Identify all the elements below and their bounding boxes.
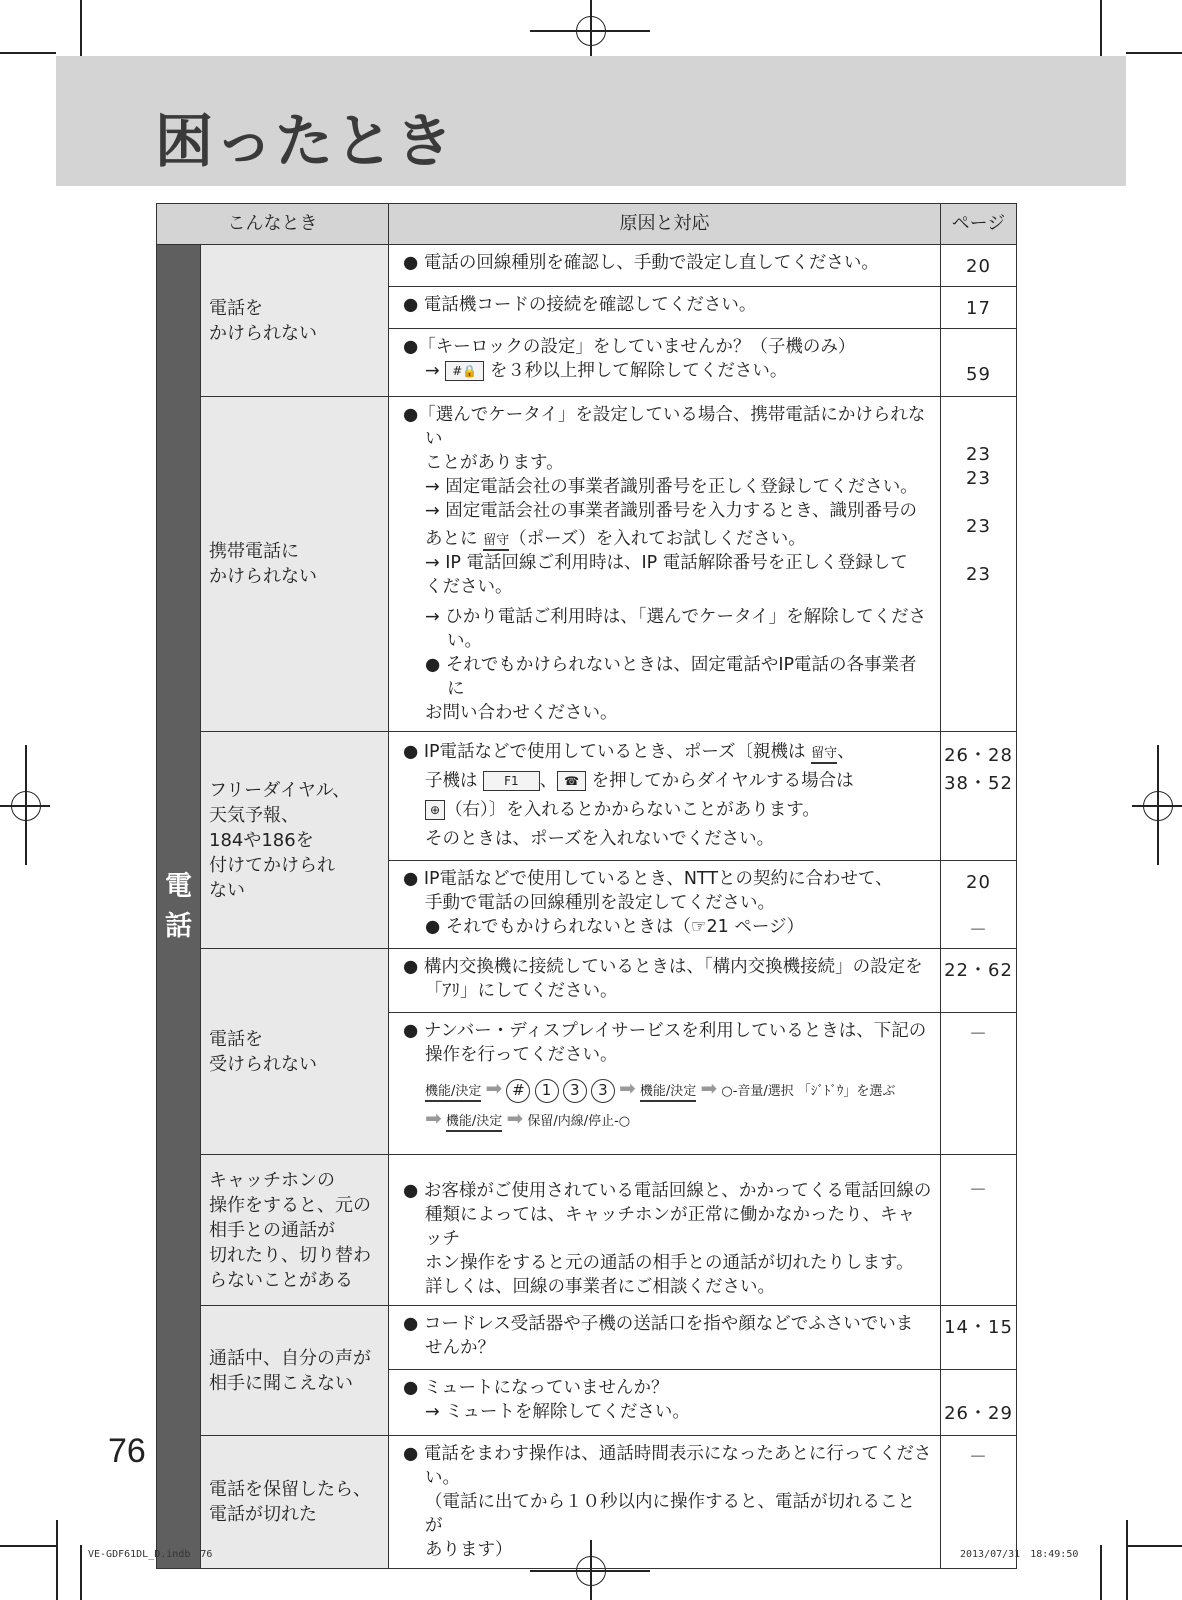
circle-key-icon: ○ [618,1114,631,1129]
cause-cell: ● ミュートになっていませんか？ → ミュートを解除してください。 [389,1370,941,1436]
arrow-right-icon: ➡ [485,1076,503,1100]
footer-timestamp: 2013/07/31 18:49:50 [960,1549,1079,1560]
table-row [157,949,1017,1013]
crop-mark [0,1545,56,1547]
table-header-row [157,204,1017,245]
crop-mark [1126,1520,1128,1600]
page-ref: 22・62 [941,949,1017,1013]
operation-sequence [403,1075,932,1135]
situation-cell: 電話を 受けられない [201,949,389,1155]
hash-key: # [506,1079,530,1103]
situation-cell: キャッチホンの 操作をすると、元の 相手との通話が 切れたり、切り替わ らないことがある [201,1155,389,1306]
cause-cell: ● IP電話などで使用しているとき、NTTとの契約に合わせて、 手動で電話の回線種別を設定してください。 ● それでもかけられないときは（☞21 ページ） [389,861,941,949]
cause-cell: ● 電話の回線種別を確認し、手動で設定し直してください。 [389,245,941,287]
circle-key-icon: ○ [721,1084,733,1099]
crop-mark [80,0,82,56]
page-ref: 17 [941,287,1017,329]
f1-key: F1 [483,771,540,791]
crop-mark [56,1520,58,1600]
header-page: ページ [941,204,1017,245]
cause-cell: ● IP電話などで使用しているとき、ポーズ〔親機は 留守、 子機は F1 、 ☎ を押してからダイヤルする場合は ⊕ （右）〕を入れるとかからないことがあります。 そのときは、ポーズを入れないでください。 [389,732,941,861]
registration-mark [11,791,41,821]
page-title: 困ったとき [155,107,456,175]
page-ref: 26・29 [941,1370,1017,1436]
cause-cell: ●「選んでケータイ」を設定している場合、携帯電話にかけられない ことがあります。 → 固定電話会社の事業者識別番号を正しく登録してください。 → 固定電話会社の事業者識別番号を入力するとき、識別番号の あとに 留守（ポーズ）を入れてお試しください。 → IP 電話回線ご利用時は、IP 電話解除番号を正しく登録して ください。 → ひかり電話ご利用時は、「選んでケータイ」を解除してください。 ● それでもかけられないときは、固定電話やIP電話の各事業者に お問い合わせください。 [389,397,941,732]
situation-cell: 電話を保留したら、 電話が切れた [201,1436,389,1569]
arrow-right-icon: ➡ [700,1076,718,1100]
page-ref: 26・28 38・52 [941,732,1017,861]
cause-cell: ● 電話をまわす操作は、通話時間表示になったあとに行ってください。 （電話に出てから１０秒以内に操作すると、電話が切れることが あります） [389,1436,941,1569]
registration-mark [576,16,606,46]
arrow-right-icon: ➡ [506,1106,524,1130]
category-label: 電 話 [157,245,201,1569]
situation-cell: 携帯電話に かけられない [201,397,389,732]
page-ref: － [941,1436,1017,1569]
table-row [157,1306,1017,1370]
digit-key: 3 [563,1079,587,1103]
troubleshooting-table [156,203,1017,1569]
digit-key: 1 [535,1079,559,1103]
arrow-right-icon: ➡ [425,1106,442,1130]
function-key: 機能/決定 [446,1114,502,1132]
header-cause: 原因と対応 [389,204,941,245]
crop-mark [1126,1545,1182,1547]
page-ref: － [941,1155,1017,1306]
page-ref: 20 － [941,861,1017,949]
page-ref: － [941,1013,1017,1155]
digit-key: 3 [591,1079,615,1103]
phone-key-icon: ☎ [557,771,586,791]
page-ref: 59 [941,329,1017,397]
page-ref: 14・15 [941,1306,1017,1370]
cause-cell: ● ナンバー・ディスプレイサービスを利用しているときは、下記の 操作を行ってください。 機能/決定 ➡ # 1 3 3 ➡ 機能/決定 ➡ ○-音量/選択 「ｼﾞﾄﾞｳ」を選ぶ ➡ 機能/決定 ➡ 保留/内線/停止-○ [389,1013,941,1155]
function-key: 機能/決定 [425,1084,481,1102]
page-ref: 20 [941,245,1017,287]
table-row [157,732,1017,861]
crop-mark [1100,0,1102,56]
rusu-key: 留守 [811,746,837,764]
select-label: を選ぶ [856,1084,896,1099]
volume-select-label: -音量/選択 [732,1084,794,1099]
hold-key-label: 保留/内線/停止- [527,1114,619,1129]
arrow-right-icon: ➡ [619,1076,636,1100]
rusu-key: 留守 [483,533,509,551]
cause-cell: ● 構内交換機に接続しているときは、「構内交換機接続」の設定を 「ｱﾘ」にしてください。 [389,949,941,1013]
hash-lock-key: #🔒 [445,361,484,381]
header-situation: こんなとき [157,204,389,245]
table-row [157,397,1017,732]
select-jidou-label: 「ｼﾞﾄﾞｳ」 [797,1084,857,1099]
cause-cell: ● お客様がご使用されている電話回線と、かかってくる電話回線の 種類によっては、キャッチホンが正常に働かなかったり、キャッチ ホン操作をすると元の通話の相手との通話が切れたりします。 詳しくは、回線の事業者にご相談ください。 [389,1155,941,1306]
registration-mark [1143,791,1173,821]
crop-mark [1126,52,1182,54]
crop-mark [80,1545,82,1600]
footer-file: VE-GDF61DL_D.indb 76 [88,1549,213,1560]
cause-cell: ● 電話機コードの接続を確認してください。 [389,287,941,329]
table-row [157,1436,1017,1569]
function-key: 機能/決定 [640,1084,696,1102]
table-row [157,1155,1017,1306]
situation-cell: 通話中、自分の声が 相手に聞こえない [201,1306,389,1436]
table-row [157,245,1017,287]
crop-mark [0,52,56,54]
page-number: 76 [108,1432,146,1470]
cause-cell: ● コードレス受話器や子機の送話口を指や顔などでふさいでいま せんか？ [389,1306,941,1370]
nav-key-icon: ⊕ [425,800,445,820]
crop-mark [1100,1545,1102,1600]
page-ref: 23 23 23 23 [941,397,1017,732]
situation-cell: 電話を かけられない [201,245,389,397]
cause-cell: ●「キーロックの設定」をしていませんか？（子機のみ） → #🔒 を３秒以上押して解除してください。 [389,329,941,397]
situation-cell: フリーダイヤル、 天気予報、 184や186を 付けてかけられ ない [201,732,389,949]
